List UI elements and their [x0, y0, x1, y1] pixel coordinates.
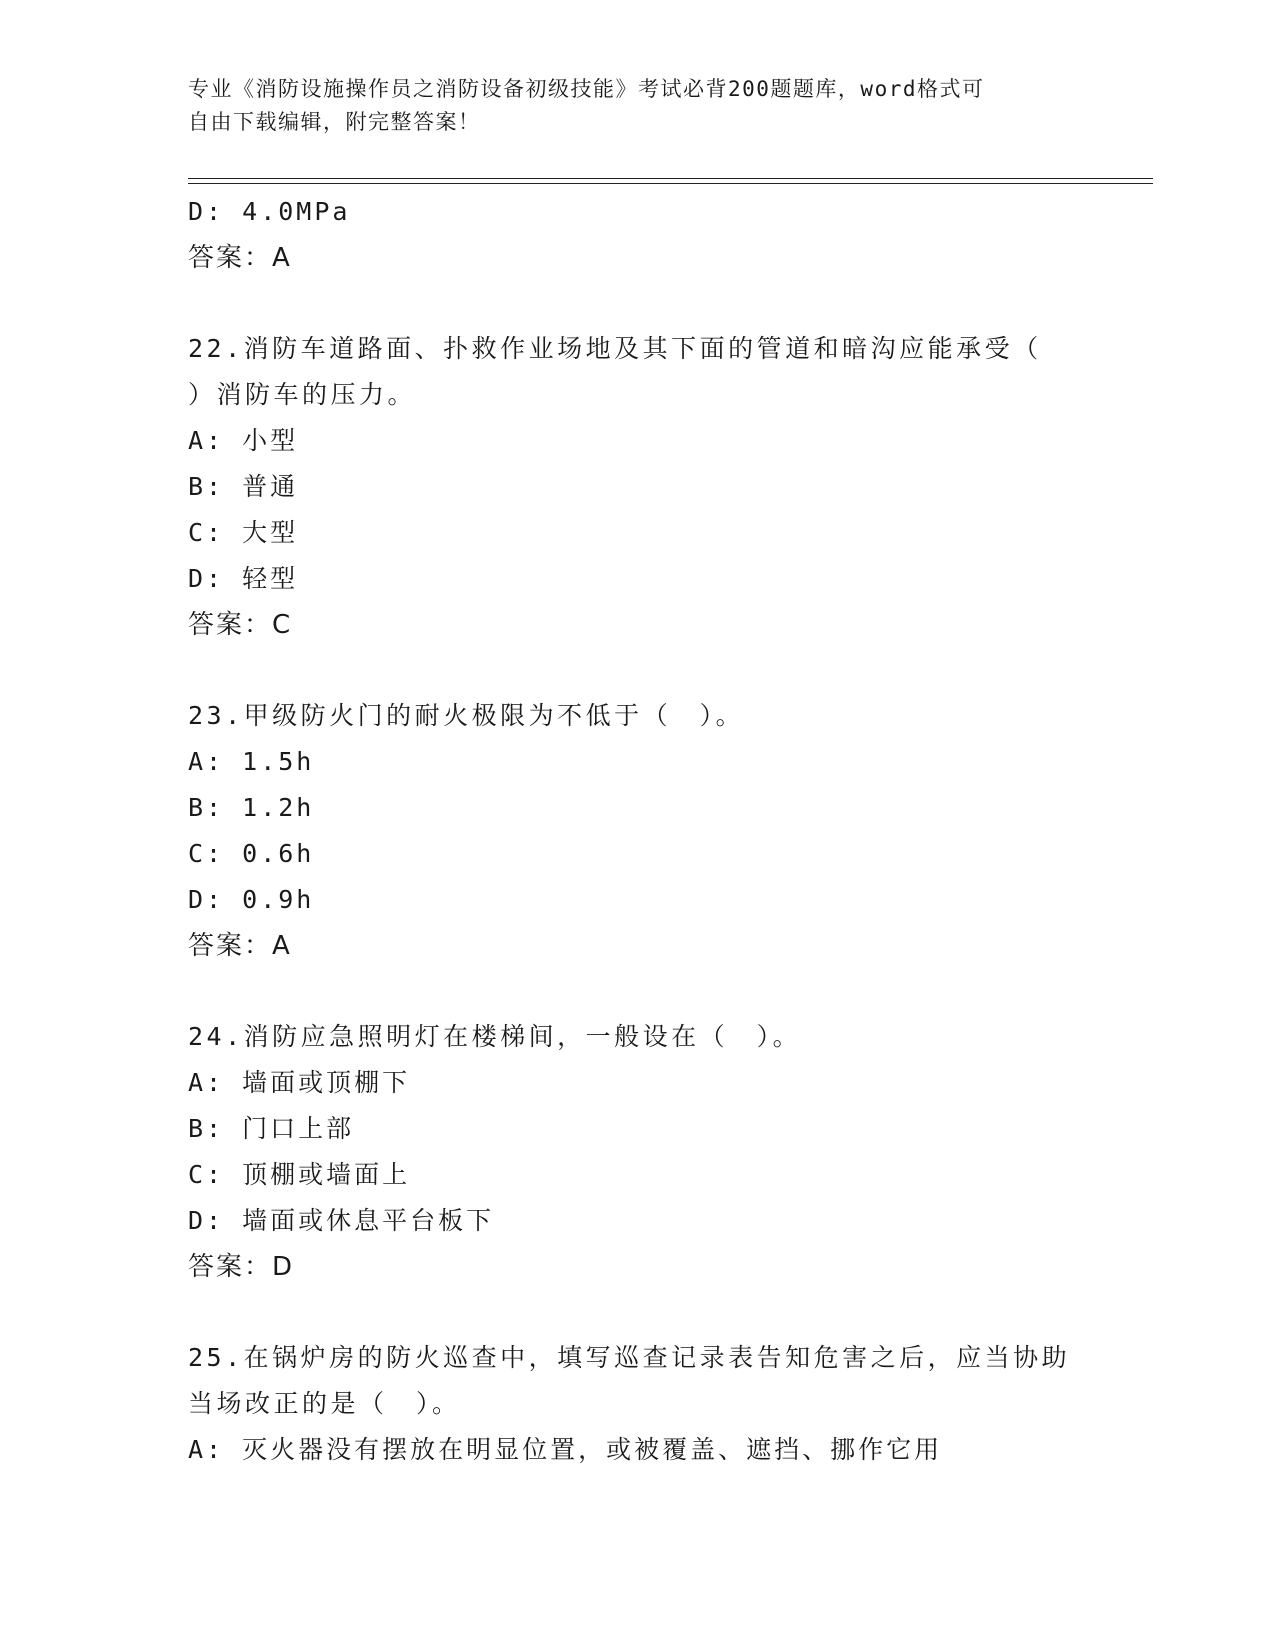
document-body — [188, 189, 1088, 1473]
question-text-line-2: 当场改正的是（ ）。 — [188, 1389, 461, 1418]
option-d: D: 墙面或休息平台板下 — [188, 1206, 495, 1235]
answer-line: 答案：A — [188, 243, 292, 273]
question-23 — [188, 693, 1088, 969]
question-text-line-2: ）消防车的压力。 — [188, 380, 417, 409]
question-25 — [188, 1335, 1088, 1473]
answer-line: 答案：D — [188, 1252, 295, 1282]
header-divider — [188, 178, 1153, 184]
option-d: D: 0.9h — [188, 885, 315, 914]
option-c: C: 顶棚或墙面上 — [188, 1160, 411, 1189]
previous-question-tail — [188, 189, 1088, 281]
answer-line: 答案：C — [188, 610, 293, 640]
question-24 — [188, 1014, 1088, 1290]
option-b: B: 1.2h — [188, 793, 315, 822]
option-b: B: 普通 — [188, 472, 299, 501]
option-a: A: 灭火器没有摆放在明显位置，或被覆盖、遮挡、挪作它用 — [188, 1435, 943, 1464]
option-c: C: 大型 — [188, 518, 299, 547]
question-text-line-1: 22.消防车道路面、扑救作业场地及其下面的管道和暗沟应能承受（ — [188, 334, 1042, 363]
question-text-line-1: 25.在锅炉房的防火巡查中，填写巡查记录表告知危害之后，应当协助 — [188, 1343, 1071, 1372]
option-a: A: 1.5h — [188, 747, 315, 776]
question-text-line-1: 23.甲级防火门的耐火极限为不低于（ ）。 — [188, 701, 745, 730]
option-a: A: 墙面或顶棚下 — [188, 1068, 411, 1097]
option-d: D: 4.0MPa — [188, 197, 351, 226]
question-text-line-1: 24.消防应急照明灯在楼梯间，一般设在（ ）。 — [188, 1022, 802, 1051]
option-b: B: 门口上部 — [188, 1114, 355, 1143]
answer-line: 答案：A — [188, 931, 292, 961]
header-title-line-2: 自由下载编辑，附完整答案！ — [188, 110, 481, 134]
header-title-line-1: 专业《消防设施操作员之消防设备初级技能》考试必背200题题库，word格式可 — [188, 77, 985, 101]
option-d: D: 轻型 — [188, 564, 299, 593]
option-a: A: 小型 — [188, 426, 299, 455]
document-header — [188, 73, 1078, 139]
question-22 — [188, 326, 1088, 648]
option-c: C: 0.6h — [188, 839, 315, 868]
